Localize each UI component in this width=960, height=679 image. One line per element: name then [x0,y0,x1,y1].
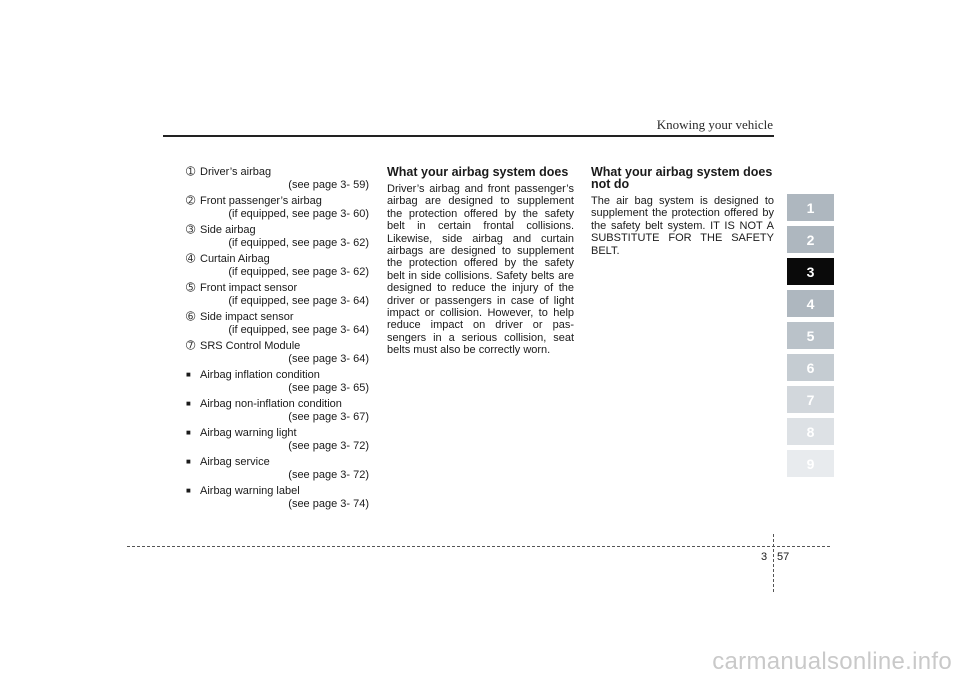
section-body: Driver’s airbag and front passenger’s airbag are designed to supplement the protection offered by the safety belt in certain frontal collisions. Likewise, side airbag and curtain airbags are designed to supplement the protection offered by the safety belt in side collisions. Safety belts are designed to reduce the injury of the driver or passengers in case of light impact or collision. However, to help reduce impact on driver or pas-sengers in a serious collision, seat belts must also be correctly worn. [387,183,574,357]
circled-number-icon: ➂ [186,224,196,236]
list-item-label: SRS Control Module [200,340,301,352]
list-item [186,253,369,279]
page-number: 57 [777,551,790,563]
airbag-component-list [186,166,369,514]
page-reference: (see page 3- 64) [288,353,369,365]
list-item-label: Side impact sensor [200,311,294,323]
list-item-label: Airbag warning light [200,427,297,439]
list-item-label: Airbag warning label [200,485,300,497]
page-reference: (see page 3- 72) [288,469,369,481]
list-item-label: Side airbag [200,224,256,236]
list-item-label: Front passenger’s airbag [200,195,322,207]
page-reference: (if equipped, see page 3- 64) [228,324,369,336]
chapter-tab-7: 7 [787,386,834,413]
list-item [186,224,369,250]
list-item-head [186,456,369,469]
page-reference: (see page 3- 65) [288,382,369,394]
page-reference: (if equipped, see page 3- 62) [228,266,369,278]
list-item [186,369,369,395]
page-reference: (see page 3- 67) [288,411,369,423]
chapter-tabs [787,194,834,482]
chapter-tab-4: 4 [787,290,834,317]
page-reference: (see page 3- 59) [288,179,369,191]
chapter-tab-2: 2 [787,226,834,253]
section-heading: What your airbag system does not do [591,165,773,191]
list-item-head [186,224,369,237]
list-item-label: Driver’s airbag [200,166,272,178]
list-item [186,398,369,424]
list-item [186,282,369,308]
chapter-tab-1: 1 [787,194,834,221]
page-reference: (if equipped, see page 3- 60) [228,208,369,220]
list-item-label: Airbag inflation condition [200,369,320,381]
chapter-tab-9: 9 [787,450,834,477]
circled-number-icon: ➆ [186,340,196,352]
page-chapter-number: 3 [761,551,768,563]
list-item [186,456,369,482]
chapter-tab-5: 5 [787,322,834,349]
list-item-head [186,195,369,208]
list-item-head [186,398,369,411]
list-item-head [186,166,369,179]
list-item-head [186,253,369,266]
page-reference: (if equipped, see page 3- 62) [228,237,369,249]
footer-divider [773,534,774,592]
header-rule [163,135,774,137]
list-item [186,166,369,192]
square-bullet-icon: ■ [186,370,191,379]
page-reference: (if equipped, see page 3- 64) [228,295,369,307]
chapter-tab-6: 6 [787,354,834,381]
list-item-label: Airbag service [200,456,270,468]
square-bullet-icon: ■ [186,428,191,437]
list-item-label: Airbag non-inflation condition [200,398,342,410]
square-bullet-icon: ■ [186,486,191,495]
footer-rule [127,546,830,547]
circled-number-icon: ➁ [186,195,196,207]
list-item-head [186,340,369,353]
chapter-tab-8: 8 [787,418,834,445]
section-body: The air bag system is designed to supplement the protection offered by the safety belt system. IT IS NOT A SUBSTITUTE FOR THE SAFETY BELT. [591,195,774,257]
list-item [186,340,369,366]
list-item-label: Front impact sensor [200,282,298,294]
list-item [186,195,369,221]
circled-number-icon: ➀ [186,166,196,178]
square-bullet-icon: ■ [186,457,191,466]
list-item [186,427,369,453]
circled-number-icon: ➄ [186,282,196,294]
list-item-head [186,311,369,324]
page-reference: (see page 3- 74) [288,498,369,510]
page-reference: (see page 3- 72) [288,440,369,452]
chapter-tab-3: 3 [787,258,834,285]
circled-number-icon: ➅ [186,311,196,323]
section-heading: What your airbag system does [387,165,569,179]
list-item-head [186,282,369,295]
section-what-airbag-does-not-do [591,166,774,257]
square-bullet-icon: ■ [186,399,191,408]
running-header-title: Knowing your vehicle [656,117,773,132]
list-item-head [186,427,369,440]
list-item-head [186,485,369,498]
list-item [186,311,369,337]
circled-number-icon: ➃ [186,253,196,265]
list-item [186,485,369,511]
list-item-label: Curtain Airbag [200,253,270,265]
section-what-airbag-does [387,166,574,357]
list-item-head [186,369,369,382]
watermark: carmanualsonline.info [712,648,952,675]
